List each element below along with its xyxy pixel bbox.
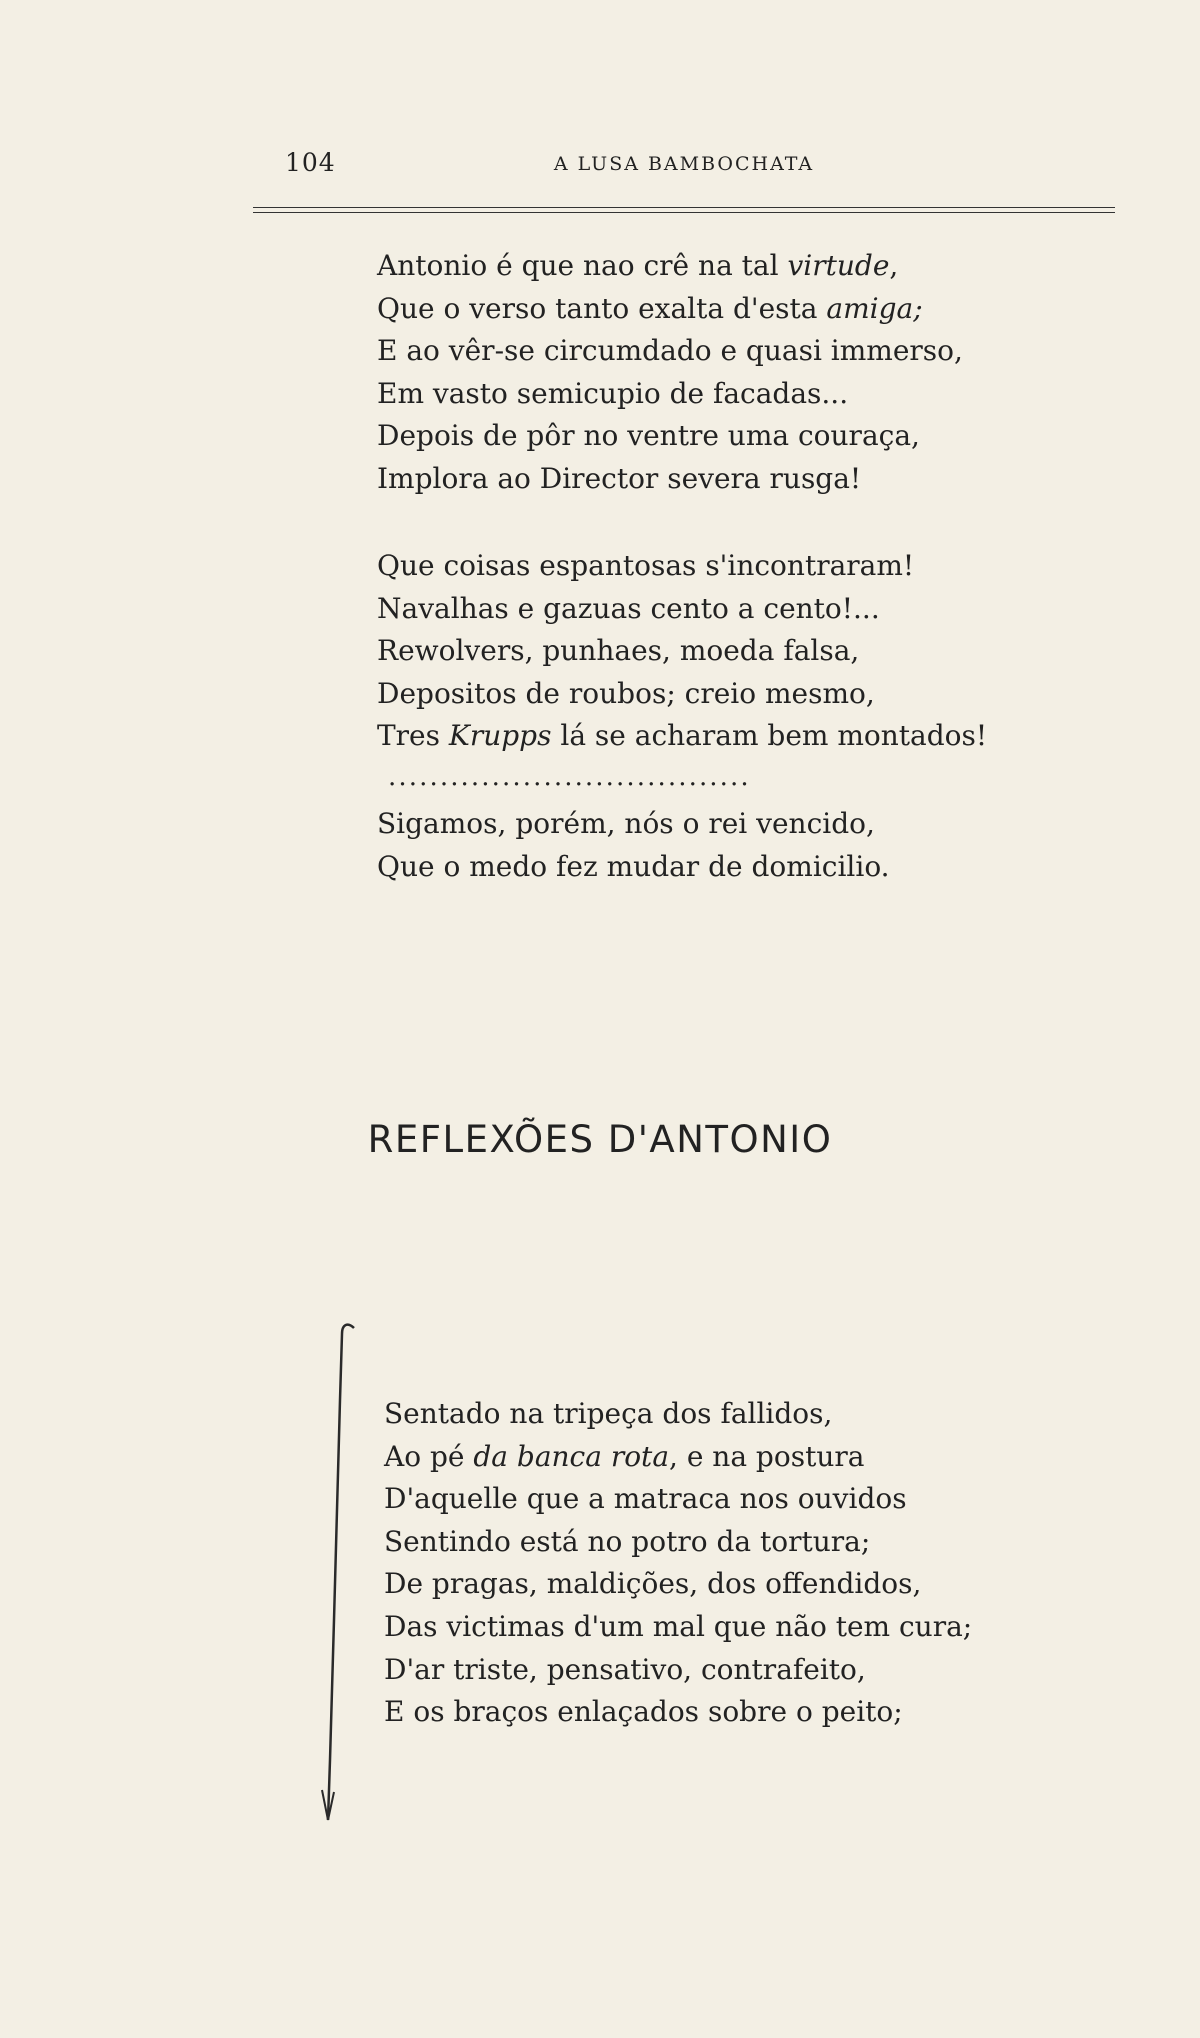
verse-line [377, 803, 890, 846]
verse-line [384, 1691, 972, 1734]
verse-text: D'ar triste, pensativo, contrafeito, [384, 1652, 866, 1686]
verse-line [377, 846, 890, 889]
verse-line [384, 1606, 972, 1649]
verse-line [384, 1393, 972, 1436]
verse-text: Implora ao Director severa rusga! [377, 461, 862, 495]
verse-line [384, 1521, 972, 1564]
page-header [253, 148, 1115, 188]
verse-line [377, 245, 963, 288]
verse-text: E ao vêr-se circumdado e quasi immerso, [377, 334, 963, 368]
verse-text: Rewolvers, punhaes, moeda falsa, [377, 634, 860, 668]
verse-line [384, 1436, 972, 1479]
verse-italic: virtude [787, 249, 890, 282]
verse-text: Sentindo está no potro da tortura; [384, 1524, 871, 1558]
verse-text: Navalhas e gazuas cento a cento!... [377, 591, 880, 625]
verse-text: Ao pé [384, 1439, 474, 1473]
verse-text: Que o medo fez mudar de domicilio. [377, 849, 890, 883]
verse-line [377, 630, 987, 673]
verse-text: De pragas, maldições, dos offendidos, [384, 1567, 922, 1601]
verse-text: , e na postura [669, 1439, 865, 1473]
verse-text: Depositos de roubos; creio mesmo, [377, 676, 875, 710]
verse-line [377, 288, 963, 331]
bracket-mark [320, 1320, 360, 1840]
verse-text: Sentado na tripeça dos fallidos, [384, 1397, 833, 1430]
verse-text: D'aquelle que a matraca nos ouvidos [384, 1482, 907, 1516]
verse-text: , [889, 249, 899, 282]
verse-text: E os braços enlaçados sobre o peito; [384, 1695, 903, 1729]
verse-text: Sigamos, porém, nós o rei vencido, [377, 807, 875, 840]
verse-line [377, 545, 987, 588]
stanza-3 [377, 803, 890, 888]
verse-text: Tres [377, 719, 449, 753]
verse-line [377, 673, 987, 716]
verse-text: Depois de pôr no ventre uma couraça, [377, 419, 920, 453]
verse-line [377, 715, 987, 758]
verse-line [377, 588, 987, 631]
verse-italic: amiga; [826, 291, 923, 325]
running-title: A LUSA BAMBOCHATA [553, 153, 815, 175]
verse-text: Das victimas d'um mal que não tem cura; [384, 1609, 973, 1643]
ellipsis-divider: ................................... [388, 762, 751, 792]
verse-line [377, 330, 963, 373]
verse-text: Em vasto semicupio de facadas... [377, 376, 849, 410]
verse-italic: Krupps [448, 719, 552, 753]
stanza-4 [384, 1393, 972, 1734]
verse-line [384, 1649, 972, 1692]
verse-line [384, 1563, 972, 1606]
verse-line [377, 373, 963, 416]
verse-line [384, 1478, 972, 1521]
header-rule-bottom [253, 212, 1115, 213]
header-rule-top [253, 207, 1115, 208]
verse-text: lá se acharam bem montados! [551, 719, 988, 753]
stanza-2 [377, 545, 987, 758]
verse-line [377, 415, 963, 458]
verse-text: Antonio é que nao crê na tal [377, 249, 788, 282]
verse-text: Que o verso tanto exalta d'esta [377, 291, 827, 325]
page-number: 104 [285, 148, 336, 177]
verse-line [377, 458, 963, 501]
section-heading: REFLEXÕES D'ANTONIO [367, 1118, 833, 1161]
verse-text: Que coisas espantosas s'incontraram! [377, 549, 915, 582]
stanza-1 [377, 245, 963, 501]
verse-italic: da banca rota [473, 1439, 670, 1473]
